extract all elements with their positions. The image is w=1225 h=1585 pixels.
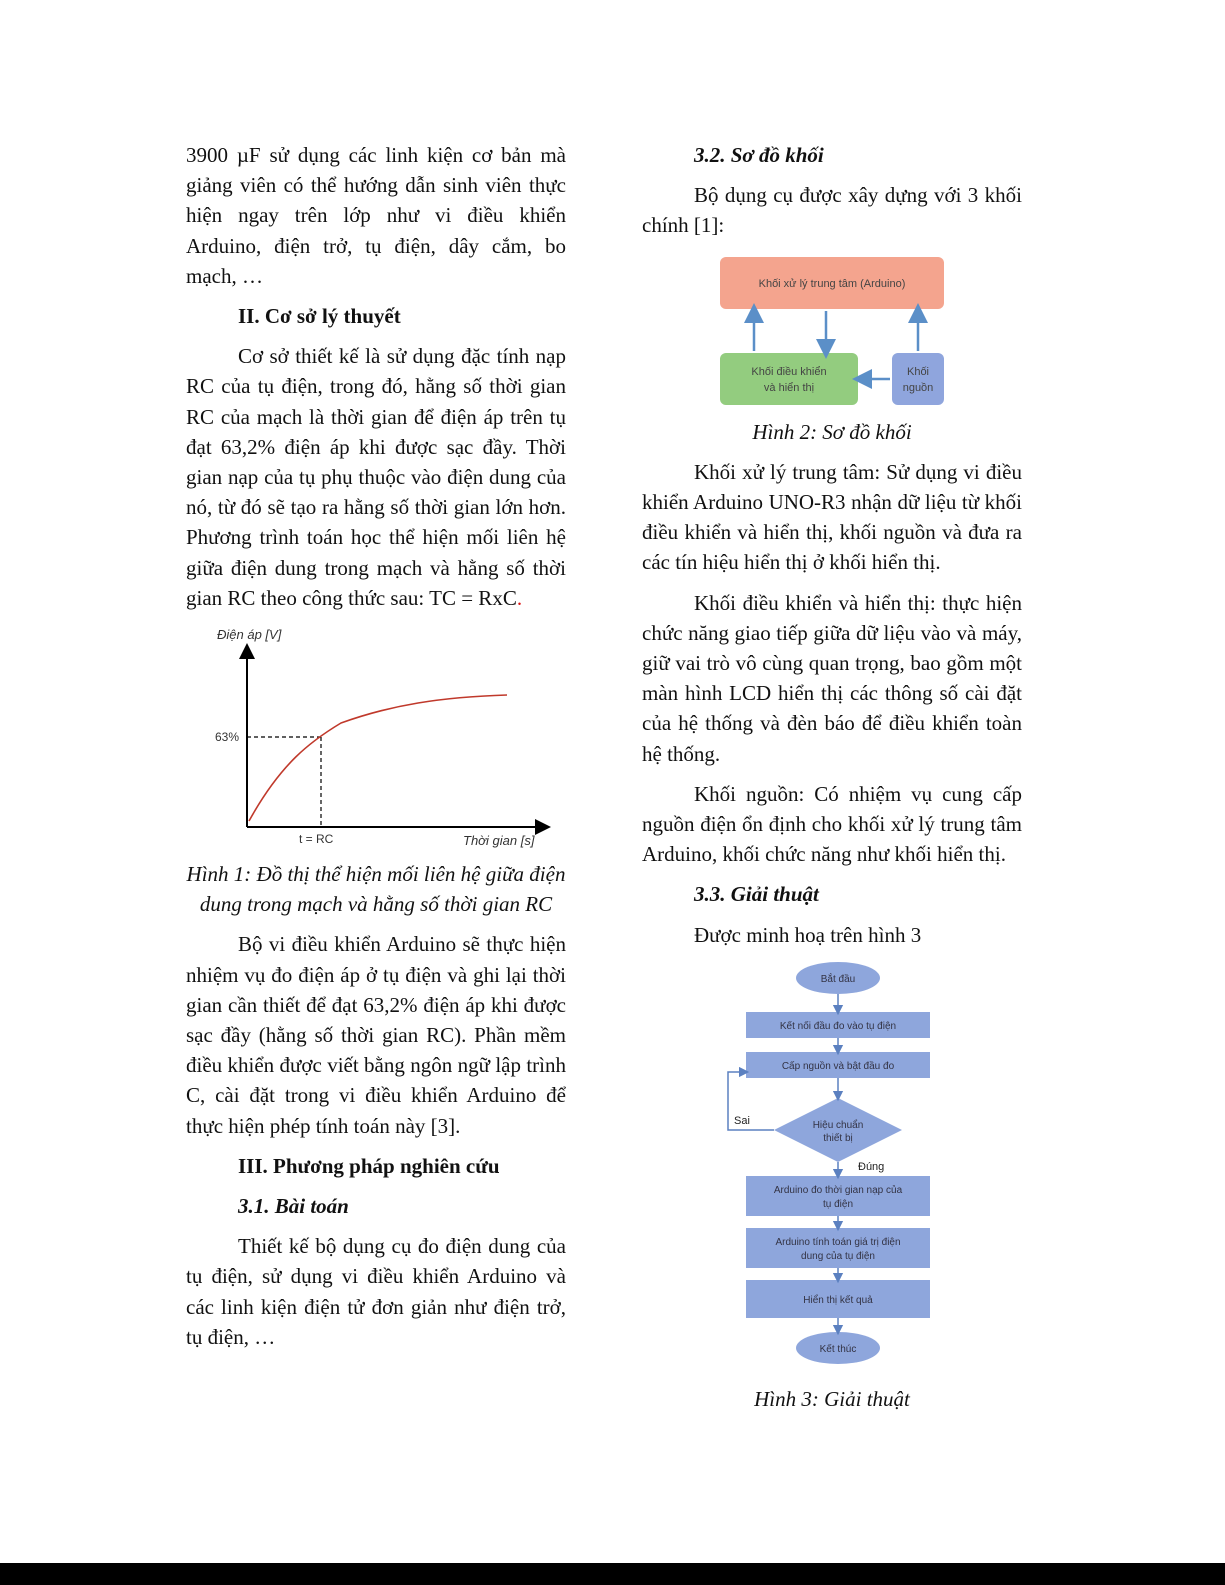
- fig3-step5-label: Hiển thị kết quả: [803, 1294, 873, 1306]
- figure-2-caption: Hình 2: Sơ đồ khối: [752, 419, 912, 444]
- figure-3-flowchart: [722, 960, 942, 1380]
- fig2-ctrl-block: [720, 353, 858, 405]
- fig3-start-label: Bắt đầu: [820, 973, 856, 985]
- fig3-no-label: Sai: [734, 1114, 750, 1127]
- page-bottom-border: [0, 1563, 1225, 1585]
- fig3-step4-label-2: dung của tụ điện: [801, 1250, 875, 1262]
- arduino-paragraph: Bộ vi điều khiển Arduino sẽ thực hiện nhiệm vụ đo điện áp ở tụ điện và ghi lại thời gian cần thiết để đạt 63,2% điện áp khi được sạc đầy (hằng số thời gian RC). Phần mềm điều khiển được viết bằng ngôn ngữ lập trình C, cài đặt trong vi điều khiển Arduino để thực hiện phép tính toán này [3].: [186, 932, 566, 1138]
- fig3-end-label: Kết thúc: [819, 1343, 857, 1355]
- theory-paragraph: [186, 341, 566, 613]
- fig2-cpu-label: Khối xử lý trung tâm (Arduino): [758, 277, 906, 290]
- fig3-decision-label-1: Hiệu chuẩn: [812, 1119, 864, 1131]
- problem-paragraph: Thiết kế bộ dụng cụ đo điện dung của tụ điện, sử dụng vi điều khiển Arduino và các linh kiện điện tử đơn giản như điện trở, tụ điện, …: [186, 1234, 566, 1349]
- figure-1-caption: Hình 1: Đồ thị thể hiện mối liên hệ giữa điện dung trong mạch và hằng số thời gian RC: [186, 862, 566, 917]
- fig1-y-mark: 63%: [215, 730, 240, 745]
- control-block-paragraph: Khối điều khiển và hiển thị: thực hiện chức năng giao tiếp giữa dữ liệu vào và máy, giữ vai trò vô cùng quan trọng, bao gồm một màn hình LCD hiển thị các thông số cài đặt của hệ thống và đèn báo để điều khiển toàn hệ thống.: [642, 590, 1022, 766]
- cpu-block-paragraph: Khối xử lý trung tâm: Sử dụng vi điều khiển Arduino UNO-R3 nhận dữ liệu từ khối điều khiển và hiển thị, khối nguồn và đưa ra các tín hiệu hiển thị ở khối hiển thị.: [642, 459, 1022, 575]
- fig1-xlabel: Thời gian [s]: [463, 833, 535, 849]
- fig3-step2-label: Cấp nguồn và bật đầu đo: [781, 1060, 895, 1072]
- theory-end: .: [516, 585, 523, 610]
- fig2-power-block: [892, 353, 944, 405]
- algorithm-intro: Được minh hoạ trên hình 3: [694, 922, 922, 947]
- blocks-intro: Bộ dụng cụ được xây dựng với 3 khối chính [1]:: [642, 183, 1022, 238]
- figure-3-caption: Hình 3: Giải thuật: [754, 1386, 910, 1411]
- fig3-step3-label-2: tụ điện: [822, 1198, 854, 1210]
- subsection-heading-3-1: 3.1. Bài toán: [238, 1194, 349, 1219]
- left-column: [186, 140, 566, 1362]
- subsection-heading-3-3: 3.3. Giải thuật: [694, 882, 819, 907]
- right-column: [642, 140, 1022, 1424]
- fig3-step4-label-1: Arduino tính toán giá trị điện: [775, 1236, 901, 1248]
- fig3-step1-label: Kết nối đầu đo vào tụ điện: [779, 1020, 897, 1032]
- fig1-x-mark: t = RC: [299, 832, 334, 847]
- fig1-charge-curve: [249, 695, 507, 821]
- section-heading-3: III. Phương pháp nghiên cứu: [238, 1153, 500, 1178]
- fig2-power-label-2: nguồn: [902, 381, 934, 394]
- fig2-power-label-1: Khối: [906, 365, 930, 378]
- intro-paragraph: 3900 µF sử dụng các linh kiện cơ bản mà giảng viên có thể hướng dẫn sinh viên thực hiện ngay trên lớp như vi điều khiển Arduino, điện trở, tụ điện, dây cắm, bo mạch, …: [186, 143, 566, 288]
- figure-2-block-diagram: [716, 251, 948, 411]
- fig3-step3-label-1: Arduino đo thời gian nạp của: [773, 1184, 903, 1196]
- fig3-step3: [746, 1176, 930, 1216]
- fig1-ylabel: Điện áp [V]: [217, 627, 282, 643]
- figure-1-rc-chart: [191, 623, 561, 855]
- power-block-paragraph: Khối nguồn: Có nhiệm vụ cung cấp nguồn điện ổn định cho khối xử lý trung tâm Arduino, khối chức năng như khối hiển thị.: [642, 781, 1022, 867]
- subsection-heading-3-2: 3.2. Sơ đồ khối: [694, 143, 824, 167]
- fig3-yes-label: Đúng: [858, 1160, 885, 1173]
- fig3-step4: [746, 1228, 930, 1268]
- fig2-ctrl-label-2: và hiển thị: [763, 381, 815, 394]
- section-heading-2: II. Cơ sở lý thuyết: [238, 304, 401, 329]
- fig2-ctrl-label-1: Khối điều khiển: [751, 365, 827, 378]
- theory-text: Cơ sở thiết kế là sử dụng đặc tính nạp RC của tụ điện, trong đó, hằng số thời gian RC của mạch là thời gian để điện áp trên tụ đạt 63,2% điện áp khi được sạc đầy. Thời gian nạp của tụ phụ thuộc vào điện dung của nó, từ đó sẽ tạo ra hằng số thời gian lớn hơn. Phương trình toán học thể hiện mối liên hệ giữa điện dung trong mạch và hằng số thời gian RC theo công thức sau: TC = RxC: [186, 344, 566, 610]
- fig3-decision-label-2: thiết bị: [823, 1132, 853, 1144]
